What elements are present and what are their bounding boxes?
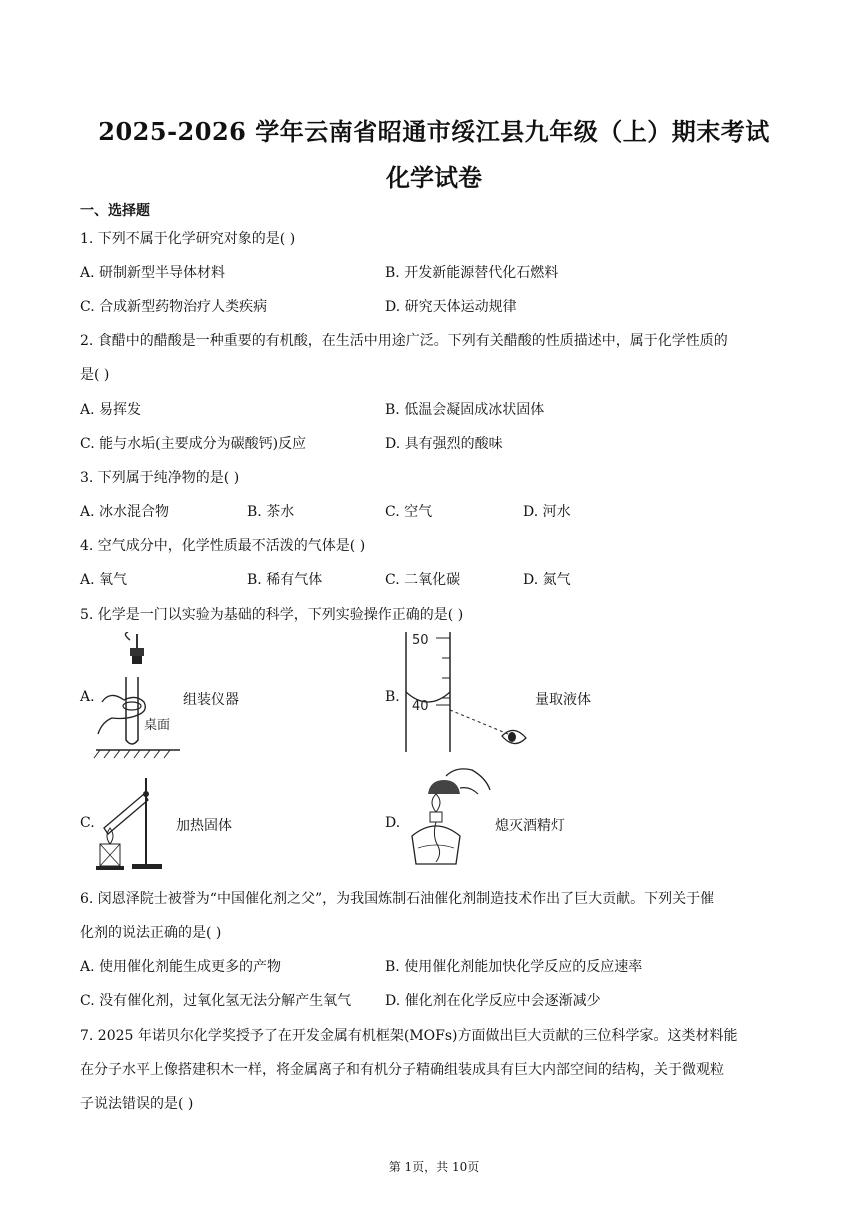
q2-option-a: A. 易挥发 xyxy=(80,402,142,418)
exam-title: 2025-2026 学年云南省昭通市绥江县九年级（上）期末考试 xyxy=(98,117,770,146)
q2-stem-line1: 2. 食醋中的醋酸是一种重要的有机酸，在生活中用途广泛。下列有关醋酸的性质描述中，属于化学性质的 xyxy=(80,333,728,349)
q3-option-d: D. 河水 xyxy=(523,504,571,520)
q6-stem-line2: 化剂的说法正确的是( ) xyxy=(80,925,222,941)
q3-option-a: A. 冰水混合物 xyxy=(80,504,170,520)
q5-figure-b-tick-40: 40 xyxy=(412,699,429,714)
q5-option-c-label: 加热固体 xyxy=(176,818,232,834)
page-footer: 第 1页，共 10页 xyxy=(388,1160,480,1174)
q7-stem-line3: 子说法错误的是( ) xyxy=(80,1096,194,1112)
q5-option-d-label: 熄灭酒精灯 xyxy=(495,818,565,834)
q4-option-a: A. 氧气 xyxy=(80,572,128,588)
q1-option-d: D. 研究天体运动规律 xyxy=(385,299,517,315)
q7-stem-line2: 在分子水平上像搭建积木一样，将金属离子和有机分子精确组装成具有巨大内部空间的结构，关于微观粒 xyxy=(80,1062,724,1078)
q5-stem: 5. 化学是一门以实验为基础的科学，下列实验操作正确的是( ) xyxy=(80,607,464,623)
q7-stem-line1: 7. 2025 年诺贝尔化学奖授予了在开发金属有机框架(MOFs)方面做出巨大贡献的三位科学家。这类材料能 xyxy=(80,1028,738,1044)
q5-option-d-letter: D. xyxy=(385,815,401,831)
q3-option-b: B. 茶水 xyxy=(247,504,295,520)
q6-option-d: D. 催化剂在化学反应中会逐渐减少 xyxy=(385,993,601,1009)
q4-option-c: C. 二氧化碳 xyxy=(385,572,461,588)
q2-option-b: B. 低温会凝固成冰状固体 xyxy=(385,402,545,418)
q3-stem: 3. 下列属于纯净物的是( ) xyxy=(80,470,240,486)
q5-figure-d-extinguish-lamp xyxy=(398,766,494,874)
q6-option-c: C. 没有催化剂，过氧化氢无法分解产生氧气 xyxy=(80,993,352,1009)
q1-option-b: B. 开发新能源替代化石燃料 xyxy=(385,265,559,281)
q5-figure-b-tick-50: 50 xyxy=(412,633,429,648)
q5-option-a-letter: A. xyxy=(80,689,95,705)
exam-subtitle: 化学试卷 xyxy=(386,163,482,192)
q3-option-c: C. 空气 xyxy=(385,504,433,520)
q2-option-c: C. 能与水垢(主要成分为碳酸钙)反应 xyxy=(80,436,307,452)
q5-figure-a-assemble-apparatus xyxy=(92,632,182,762)
q6-stem-line1: 6. 闵恩泽院士被誉为“中国催化剂之父”，为我国炼制石油催化剂制造技术作出了巨大贡献。下列关于催 xyxy=(80,891,715,907)
q1-stem: 1. 下列不属于化学研究对象的是( ) xyxy=(80,231,296,247)
q5-option-c-letter: C. xyxy=(80,815,95,831)
q5-figure-c-heat-solid xyxy=(94,770,164,872)
q1-option-c: C. 合成新型药物治疗人类疾病 xyxy=(80,299,268,315)
q2-stem-line2: 是( ) xyxy=(80,367,110,383)
q2-option-d: D. 具有强烈的酸味 xyxy=(385,436,503,452)
q6-option-b: B. 使用催化剂能加快化学反应的反应速率 xyxy=(385,959,643,975)
q5-figure-b-measure-liquid xyxy=(398,628,538,756)
q4-option-b: B. 稀有气体 xyxy=(247,572,323,588)
q5-figure-a-table-label: 桌面 xyxy=(144,718,171,733)
q4-option-d: D. 氮气 xyxy=(523,572,571,588)
q1-option-a: A. 研制新型半导体材料 xyxy=(80,265,226,281)
q5-option-b-label: 量取液体 xyxy=(535,692,591,708)
q5-option-a-label: 组装仪器 xyxy=(183,692,239,708)
q4-stem: 4. 空气成分中，化学性质最不活泼的气体是( ) xyxy=(80,538,366,554)
q5-option-b-letter: B. xyxy=(385,689,400,705)
q6-option-a: A. 使用催化剂能生成更多的产物 xyxy=(80,959,282,975)
section-heading: 一、选择题 xyxy=(80,203,150,219)
